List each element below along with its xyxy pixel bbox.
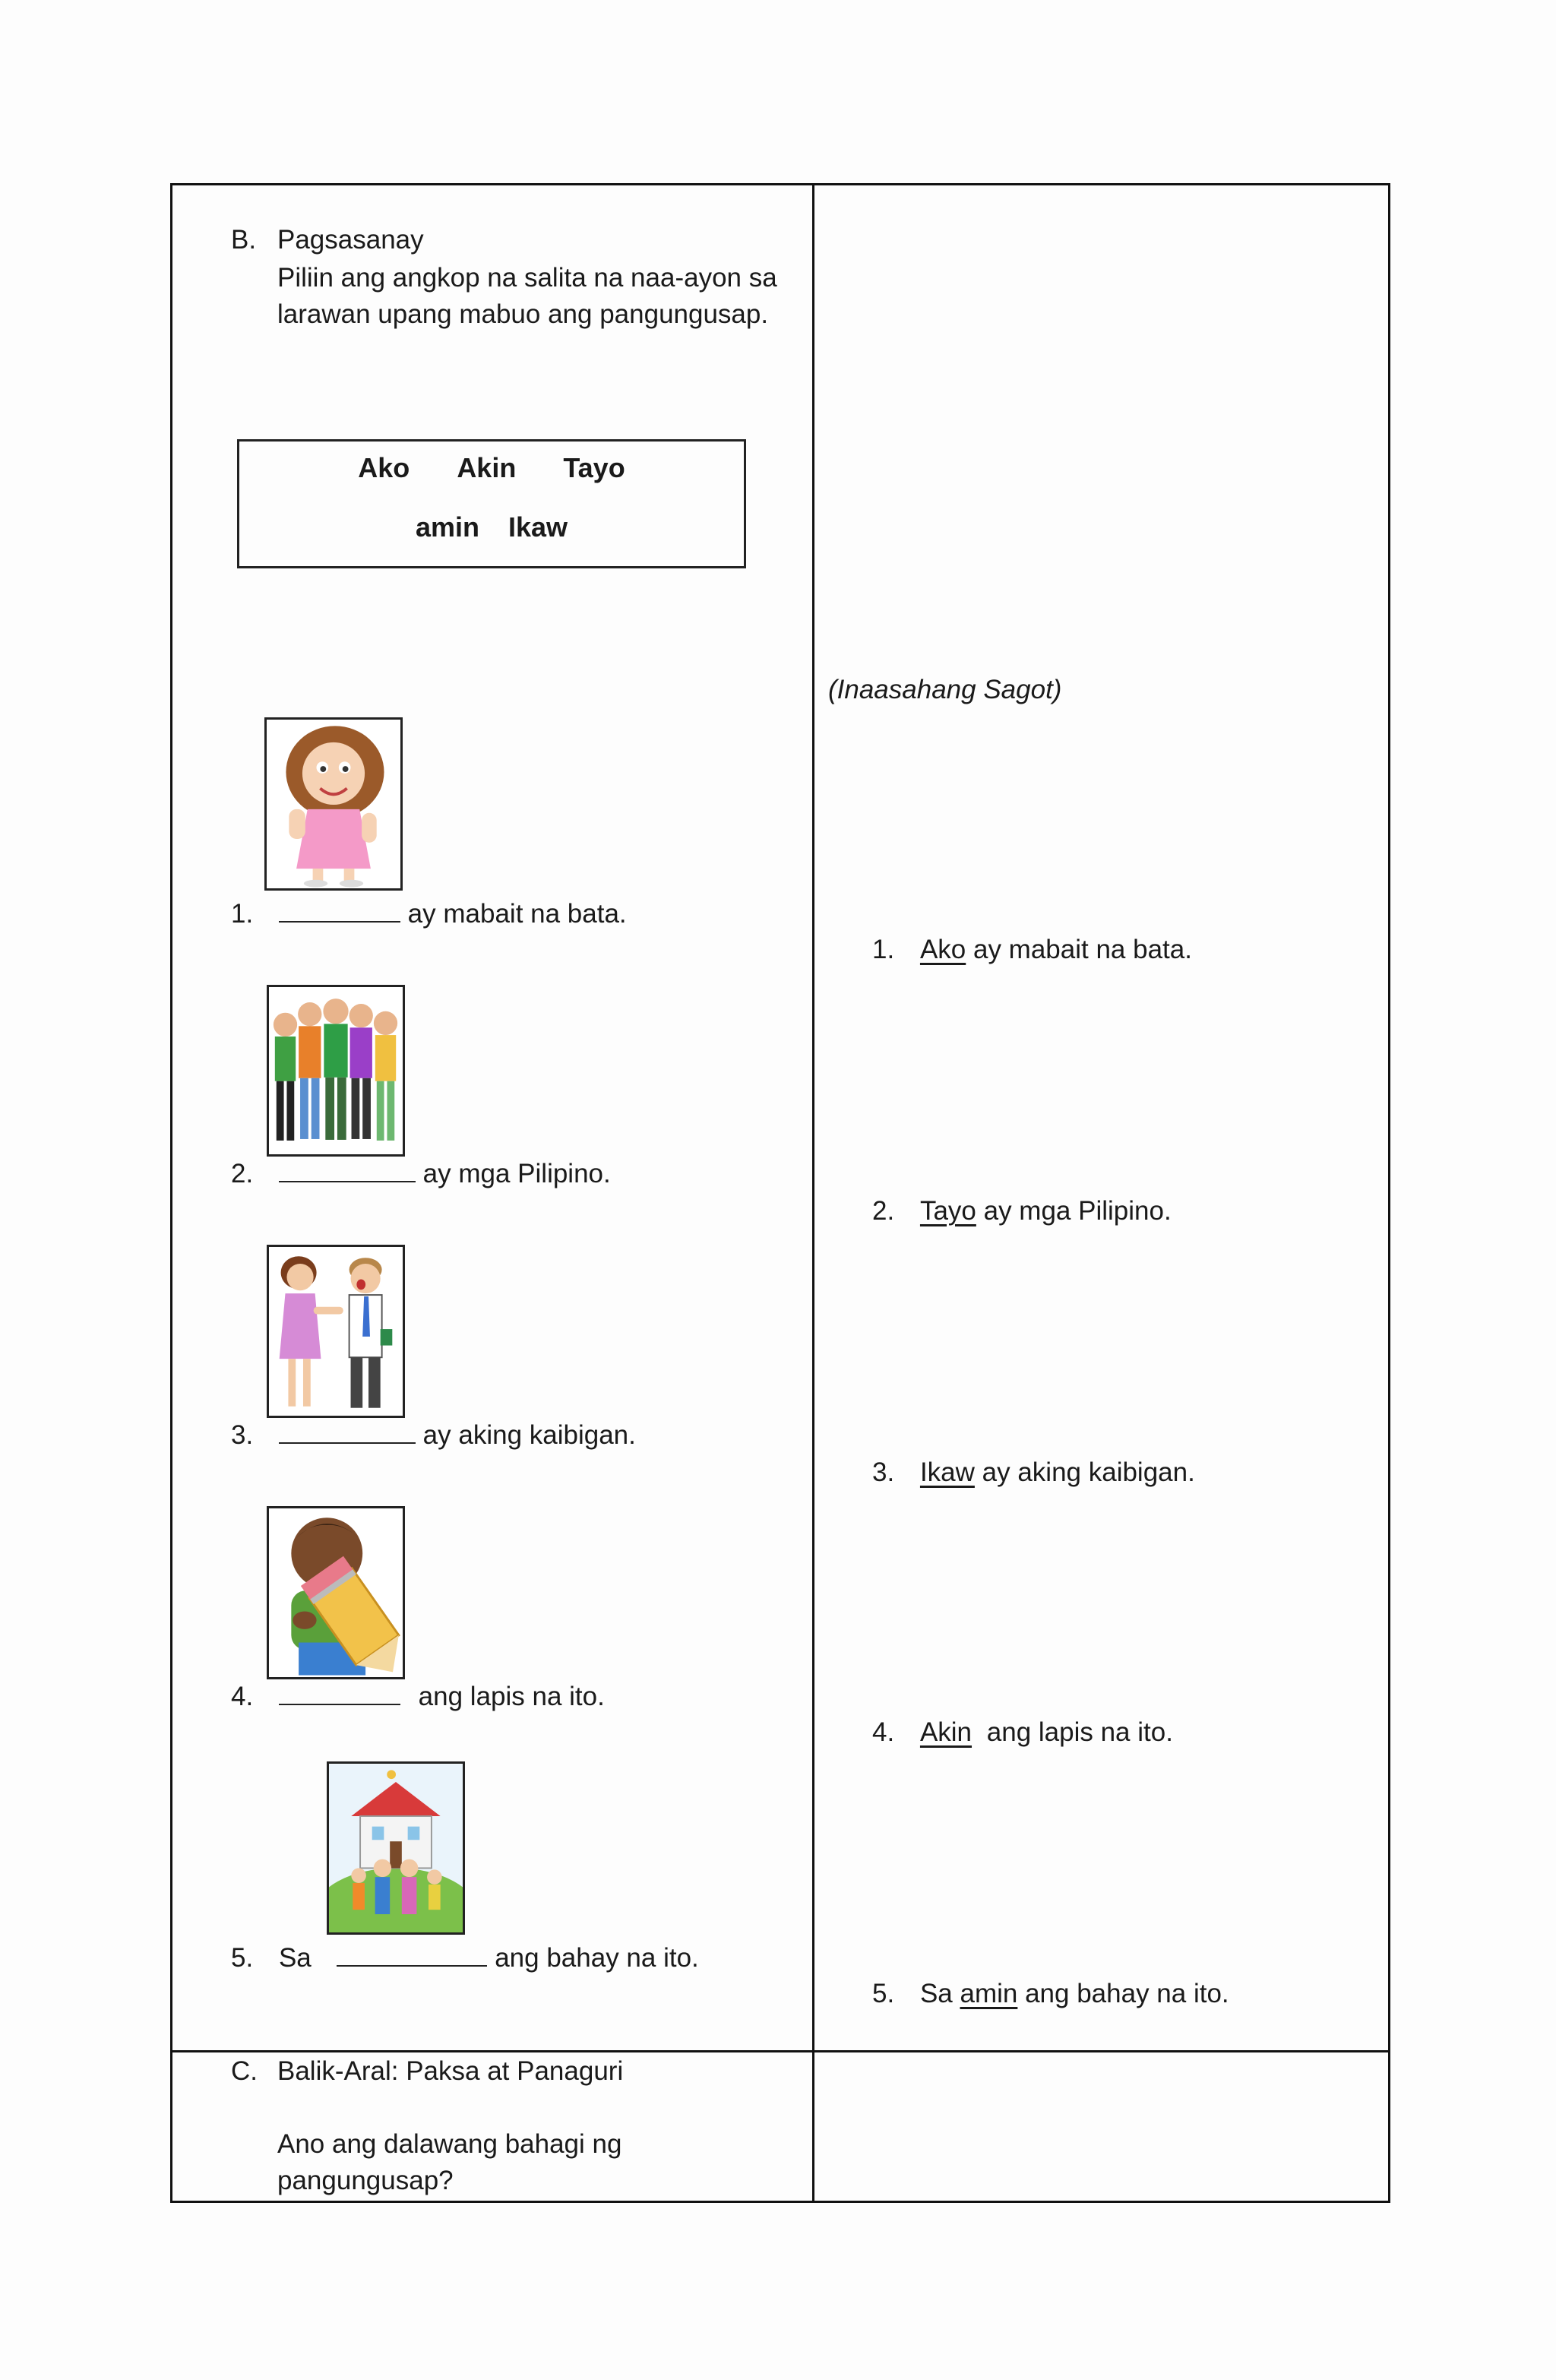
item-4 [231,1678,605,1715]
answer-3-text: ay aking kaibigan. [982,1457,1195,1487]
answer-2-number: 2. [872,1196,895,1226]
answer-1-number: 1. [872,935,895,964]
answer-5-text: ang bahay na ito. [1025,1979,1229,2008]
item-5-prefix: Sa [278,1943,312,1973]
answer-5-number: 5. [872,1979,895,2008]
answer-2 [872,1193,1172,1230]
answer-4-word: Akin [919,1717,972,1747]
item-5 [231,1939,699,1976]
section-b-title: Pagsasanay [277,225,424,255]
word-tayo: Tayo [563,452,625,483]
item-2-number: 2. [231,1159,254,1188]
answer-5 [872,1976,1229,2012]
section-c-letter: C. [231,2056,258,2086]
girl-icon [267,720,400,888]
girl-picture [264,717,403,891]
word-bank-row-1 [239,452,744,484]
answer-header: (Inaasahang Sagot) [828,675,1062,704]
answer-2-word: Tayo [919,1196,976,1226]
item-1-number: 1. [231,899,254,929]
item-1-text: ay mabait na bata. [407,899,627,929]
family-house-icon [329,1764,463,1932]
answer-3-word: Ikaw [919,1457,975,1487]
word-ako: Ako [358,452,410,483]
item-4-blank [279,1678,400,1705]
answer-1-word: Ako [919,935,966,964]
item-5-number: 5. [231,1943,254,1973]
word-bank [237,439,746,568]
item-3 [231,1416,636,1454]
section-b-letter: B. [231,225,257,255]
word-akin: Akin [457,452,517,483]
answer-4-text: ang lapis na ito. [986,1717,1173,1747]
item-3-blank [279,1416,416,1444]
word-amin: amin [415,511,479,543]
item-4-number: 4. [231,1682,254,1711]
item-3-number: 3. [231,1420,254,1450]
row-divider [170,2050,1390,2052]
section-c-question: Ano ang dalawang bahagi ng pangungusap? [277,2129,622,2195]
section-b-instructions: Piliin ang angkop na salita na naa-ayon sa larawan upang mabuo ang pangungusap. [277,263,777,329]
answer-4-number: 4. [872,1717,895,1747]
answer-1 [872,932,1192,968]
item-5-blank [337,1939,487,1967]
answer-5-word: amin [960,1979,1018,2008]
answer-2-text: ay mga Pilipino. [983,1196,1172,1226]
item-4-text: ang lapis na ito. [418,1682,605,1711]
answer-3 [872,1454,1195,1491]
word-bank-row-2 [239,511,744,543]
answer-5-prefix: Sa [919,1979,953,2008]
column-divider [812,183,814,2203]
item-2-blank [279,1155,416,1182]
group-of-children-icon [269,987,403,1154]
friends-picture [267,1245,405,1418]
children-picture [267,985,405,1157]
section-c-title: Balik-Aral [277,2056,391,2086]
family-house-picture [327,1761,465,1935]
item-5-text: ang bahay na ito. [495,1943,699,1973]
item-2 [231,1155,611,1192]
answer-1-text: ay mabait na bata. [972,935,1192,964]
answer-3-number: 3. [872,1457,895,1487]
two-people-talking-icon [269,1247,403,1416]
item-1 [231,895,627,932]
answer-4 [872,1714,1173,1751]
item-1-blank [279,895,400,923]
word-ikaw: Ikaw [508,511,568,543]
item-3-text: ay aking kaibigan. [422,1420,636,1450]
boy-with-pencil-icon [269,1508,403,1677]
boy-pencil-picture [267,1506,405,1679]
section-c-subtitle: : Paksa at Panaguri [391,2056,624,2086]
item-2-text: ay mga Pilipino. [422,1159,611,1188]
section-c-heading [277,2053,623,2090]
